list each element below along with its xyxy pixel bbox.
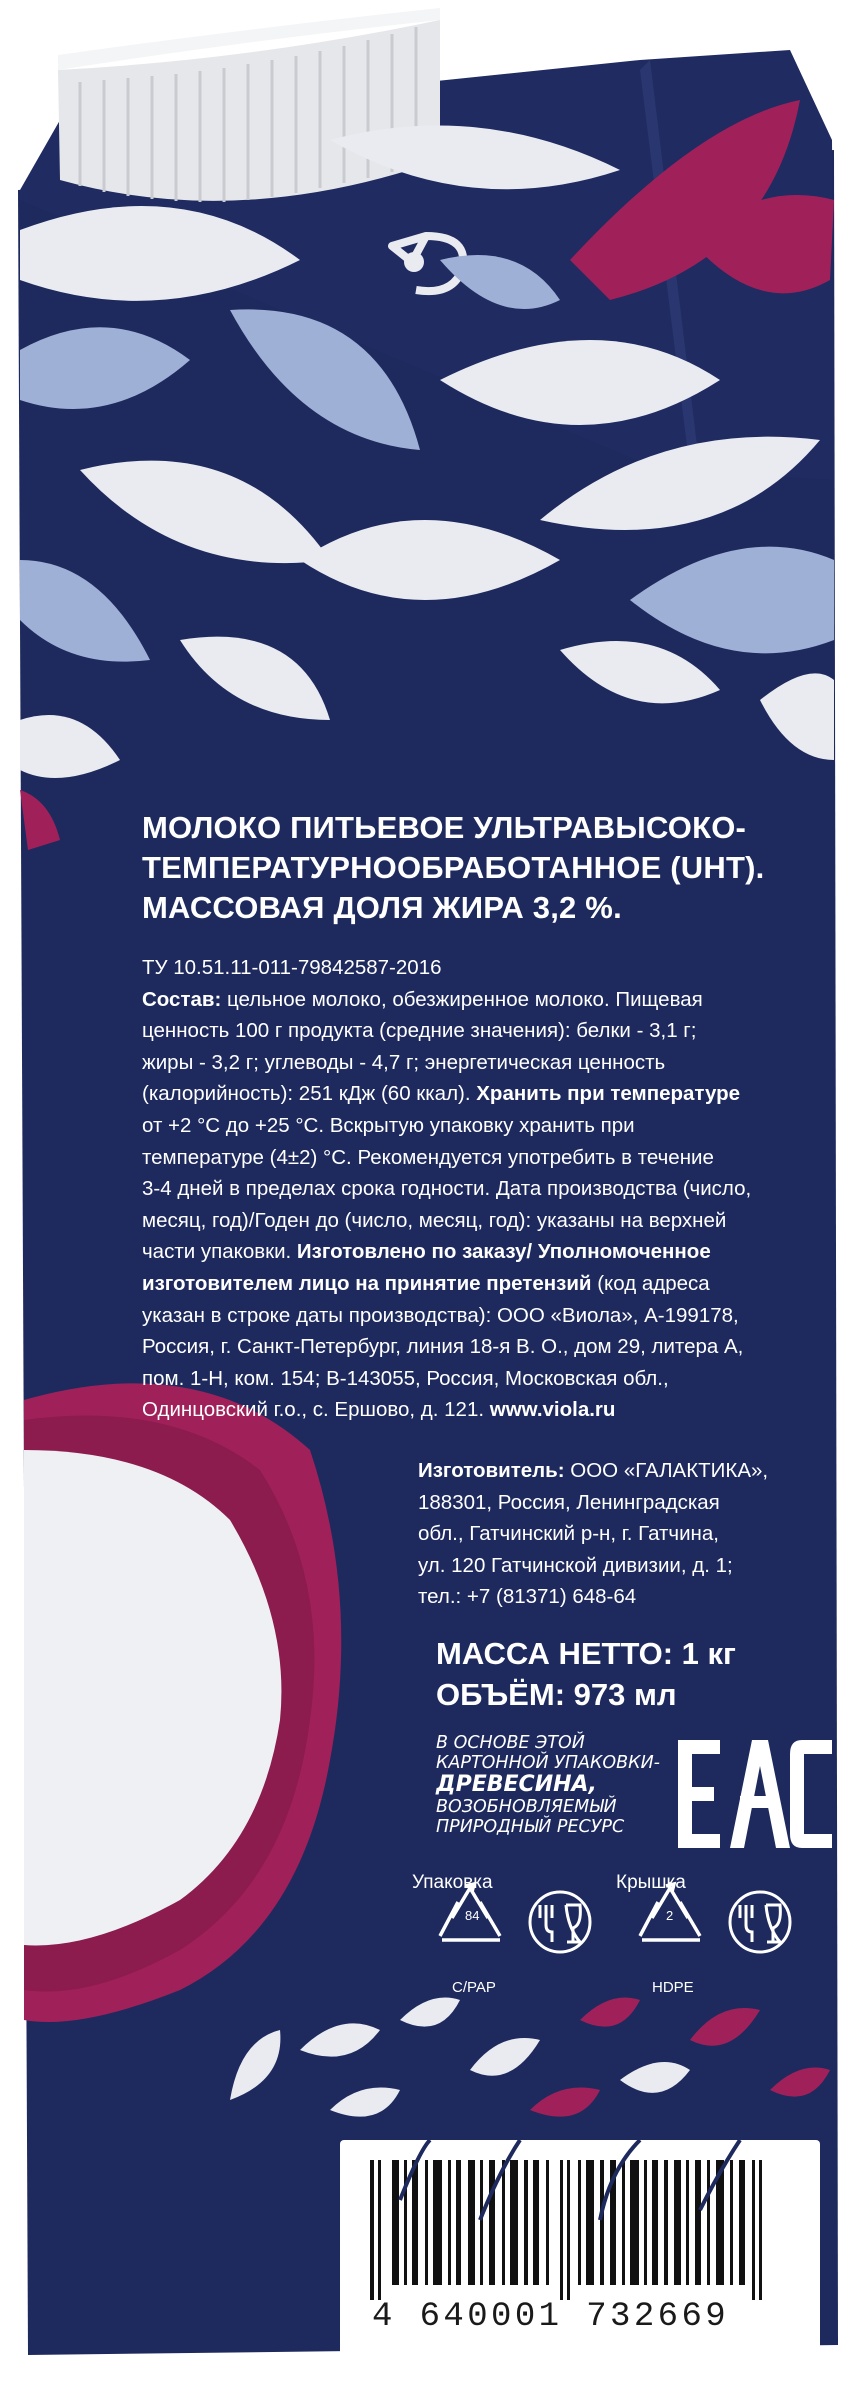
- barcode-digits: 4 640001 732669: [372, 2298, 730, 2336]
- manufacturer-phone: тел.: +7 (81371) 648-64: [418, 1585, 637, 1609]
- renewable-wood-note: [436, 1733, 676, 1837]
- composition-line: ценность 100 г продукта (средние значения): белки - 3,1 г;: [142, 1019, 697, 1043]
- product-title-line: ТЕМПЕРАТУРНООБРАБОТАННОЕ (UHT).: [142, 850, 765, 885]
- manufacturer-line: обл., Гатчинский р-н, г. Гатчина,: [418, 1522, 719, 1546]
- ordered-by-label: Изготовлено по заказу/ Уполномоченное: [291, 1240, 711, 1264]
- composition-line: 3-4 дней в пределах срока годности. Дата производства (число,: [142, 1177, 752, 1201]
- storage-label: Хранить при температуре: [470, 1082, 741, 1106]
- claims-label: изготовителем лицо на принятие претензий: [142, 1271, 592, 1295]
- composition-line: указан в строке даты производства): ООО «Виола», А-199178,: [142, 1303, 739, 1327]
- manufacturer-line: ООО «ГАЛАКТИКА»,: [564, 1459, 769, 1482]
- wood-note-line: ДРЕВЕСИНА,: [436, 1772, 597, 1797]
- composition-line: части упаковки.: [142, 1240, 292, 1264]
- net-quantity: [436, 1633, 816, 1715]
- composition-line: (калорийность): 251 кДж (60 ккал).: [142, 1082, 471, 1106]
- composition-line: Россия, г. Санкт-Петербург, линия 18-я В. О., дом 29, литера А,: [142, 1335, 744, 1359]
- manufacturer-line: ул. 120 Гатчинской дивизии, д. 1;: [418, 1553, 733, 1577]
- composition-line: Одинцовский г.о., с. Ершово, д. 121.: [142, 1398, 485, 1422]
- composition-line: цельное молоко, обезжиренное молоко. Пищевая: [221, 987, 703, 1011]
- composition-line: жиры - 3,2 г; углеводы - 4,7 г; энергетическая ценность: [142, 1050, 666, 1074]
- product-title: [142, 808, 782, 928]
- website-link: www.viola.ru: [484, 1398, 616, 1422]
- wood-note-line: ВОЗОБНОВЛЯЕМЫЙ: [436, 1797, 617, 1817]
- package-recycle-code: 84: [465, 1908, 480, 1923]
- net-volume: ОБЪЁМ: 973 мл: [436, 1677, 677, 1712]
- manufacturer-block: [418, 1455, 798, 1613]
- composition-line: месяц, год)/Годен до (число, месяц, год): указаны на верхней: [142, 1208, 727, 1232]
- manufacturer-line: 188301, Россия, Ленинградская: [418, 1490, 720, 1514]
- composition-line: температуре (4±2) °С. Рекомендуется употребить в течение: [142, 1145, 714, 1169]
- cap-material: HDPE: [652, 1979, 694, 1996]
- composition-line: от +2 °С до +25 °С. Вскрытую упаковку хранить при: [142, 1113, 635, 1137]
- wood-note-line: В ОСНОВЕ ЭТОЙ: [436, 1733, 585, 1753]
- wood-note-line: КАРТОННОЙ УПАКОВКИ-: [436, 1753, 660, 1773]
- tu-code: ТУ 10.51.11-011-79842587-2016: [142, 956, 442, 979]
- product-title-line: МАССОВАЯ ДОЛЯ ЖИРА 3,2 %.: [142, 890, 622, 925]
- composition-text: [142, 952, 782, 1426]
- cap-label: Крышка: [616, 1872, 686, 1893]
- package-label: Упаковка: [412, 1872, 493, 1893]
- product-title-line: МОЛОКО ПИТЬЕВОЕ УЛЬТРАВЫСОКО-: [142, 810, 747, 845]
- net-mass: МАССА НЕТТО: 1 кг: [436, 1636, 736, 1671]
- wood-note-line: ПРИРОДНЫЙ РЕСУРС: [436, 1817, 625, 1837]
- composition-line: (код адреса: [591, 1271, 710, 1295]
- package-material: C/PAP: [452, 1979, 496, 1996]
- manufacturer-label: Изготовитель:: [418, 1459, 565, 1482]
- composition-label: Состав:: [142, 987, 222, 1011]
- cap-recycle-code: 2: [666, 1908, 674, 1923]
- composition-line: пом. 1-Н, ком. 154; В-143055, Россия, Московская обл.,: [142, 1366, 669, 1390]
